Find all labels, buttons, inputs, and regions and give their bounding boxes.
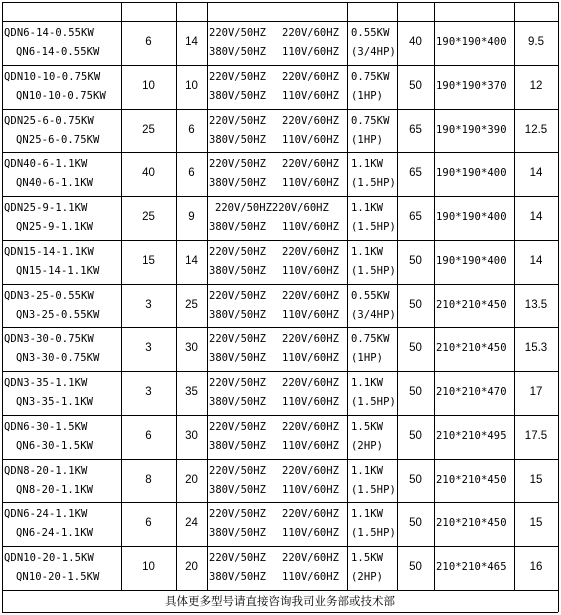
- horsepower-value: (1HP): [351, 352, 384, 364]
- grid-line-horizontal: [2, 196, 558, 197]
- flow-value: 10: [142, 561, 155, 573]
- dimensions-value: 210*210*465: [436, 561, 507, 573]
- model-number-secondary: QN10-20-1.5KW: [16, 571, 100, 583]
- weight-value: 15.3: [524, 342, 548, 354]
- voltage-2: 220V/60HZ: [282, 465, 339, 477]
- grid-line-horizontal: [2, 152, 558, 153]
- voltage-4: 110V/60HZ: [282, 177, 339, 189]
- model-number-secondary: QN3-25-0.55KW: [16, 309, 100, 321]
- dimensions-value: 190*190*390: [436, 124, 507, 136]
- head-value: 35: [185, 386, 198, 398]
- voltage-3: 380V/50HZ: [209, 177, 266, 189]
- voltage-2: 220V/60HZ: [282, 115, 339, 127]
- model-number-secondary: QN6-24-1.1KW: [16, 527, 94, 539]
- weight-value: 14: [529, 255, 543, 267]
- flow-value: 25: [142, 124, 155, 136]
- power-value: 1.1KW: [351, 158, 384, 170]
- footer-note: 具体更多型号请直接咨询我司业务部或技术部: [165, 594, 395, 608]
- flow-value: 6: [145, 517, 152, 529]
- head-value: 14: [185, 36, 198, 48]
- voltage-4: 110V/60HZ: [282, 440, 339, 452]
- outlet-value: 50: [409, 474, 422, 486]
- grid-line-horizontal: [2, 284, 558, 285]
- flow-value: 10: [142, 80, 155, 92]
- horsepower-value: (1.5HP): [351, 221, 396, 233]
- model-number-primary: QDN3-35-1.1KW: [4, 377, 88, 389]
- voltage-1: 220V/50HZ: [209, 552, 266, 564]
- grid-line-horizontal: [2, 327, 558, 328]
- head-value: 20: [185, 474, 198, 486]
- model-number-primary: QDN3-30-0.75KW: [4, 333, 94, 345]
- weight-value: 15: [529, 474, 543, 486]
- voltage-1: 220V/50HZ: [209, 158, 266, 170]
- dimensions-value: 210*210*450: [436, 474, 507, 486]
- voltage-1: 220V/50HZ: [209, 508, 266, 520]
- voltage-2: 220V/60HZ: [282, 71, 339, 83]
- dimensions-value: 210*210*495: [436, 430, 507, 442]
- voltage-3: 380V/50HZ: [209, 352, 266, 364]
- voltage-3: 380V/50HZ: [209, 396, 266, 408]
- power-value: 1.1KW: [351, 508, 384, 520]
- grid-line-horizontal: [2, 612, 558, 613]
- power-value: 0.75KW: [351, 71, 390, 83]
- voltage-1: 220V/50HZ: [209, 246, 266, 258]
- grid-line-horizontal: [2, 2, 558, 3]
- outlet-value: 50: [409, 430, 422, 442]
- outlet-value: 65: [409, 124, 422, 136]
- voltage-1: 220V/50HZ: [209, 377, 266, 389]
- head-value: 10: [185, 80, 198, 92]
- horsepower-value: (1.5HP): [351, 177, 396, 189]
- dimensions-value: 210*210*450: [436, 342, 507, 354]
- power-value: 1.1KW: [351, 377, 384, 389]
- power-value: 0.55KW: [351, 27, 390, 39]
- model-number-primary: QDN10-10-0.75KW: [4, 71, 101, 83]
- voltage-2: 220V/60HZ: [282, 290, 339, 302]
- model-number-primary: QDN15-14-1.1KW: [4, 246, 94, 258]
- outlet-value: 40: [409, 36, 422, 48]
- outlet-value: 50: [409, 386, 422, 398]
- voltage-3: 380V/50HZ: [209, 134, 266, 146]
- model-number-primary: QDN25-6-0.75KW: [4, 115, 94, 127]
- model-number-secondary: QN6-30-1.5KW: [16, 440, 94, 452]
- model-number-secondary: QN6-14-0.55KW: [16, 46, 100, 58]
- voltage-1: 220V/50HZ: [209, 27, 266, 39]
- voltage-3: 380V/50HZ: [209, 46, 266, 58]
- voltage-4: 110V/60HZ: [282, 221, 339, 233]
- grid-line-vertical: [434, 2, 435, 590]
- grid-line-horizontal: [2, 546, 558, 547]
- weight-value: 17: [529, 386, 543, 398]
- horsepower-value: (1.5HP): [351, 484, 396, 496]
- dimensions-value: 190*190*400: [436, 255, 507, 267]
- flow-value: 40: [142, 167, 155, 179]
- dimensions-value: 190*190*370: [436, 80, 507, 92]
- voltage-3: 380V/50HZ: [209, 265, 266, 277]
- model-number-secondary: QN3-30-0.75KW: [16, 352, 100, 364]
- voltage-3: 380V/50HZ: [209, 309, 266, 321]
- voltage-3: 380V/50HZ: [209, 571, 266, 583]
- weight-value: 17.5: [524, 430, 548, 442]
- outlet-value: 50: [409, 80, 422, 92]
- horsepower-value: (1.5HP): [351, 396, 396, 408]
- grid-line-vertical: [558, 2, 559, 590]
- horsepower-value: (1HP): [351, 90, 384, 102]
- horsepower-value: (1.5HP): [351, 527, 396, 539]
- outlet-value: 50: [409, 342, 422, 354]
- power-value: 1.1KW: [351, 465, 384, 477]
- head-value: 9: [188, 211, 195, 223]
- flow-value: 8: [145, 474, 152, 486]
- flow-value: 6: [145, 430, 152, 442]
- voltage-4: 110V/60HZ: [282, 309, 339, 321]
- head-value: 24: [185, 517, 198, 529]
- voltage-3: 380V/50HZ: [209, 440, 266, 452]
- voltage-1: 220V/50HZ: [209, 115, 266, 127]
- grid-line-horizontal: [2, 109, 558, 110]
- model-number-secondary: QN8-20-1.1KW: [16, 484, 94, 496]
- voltage-1: 220V/50HZ: [209, 290, 266, 302]
- dimensions-value: 190*190*400: [436, 167, 507, 179]
- voltage-4: 110V/60HZ: [282, 352, 339, 364]
- head-value: 6: [188, 124, 195, 136]
- grid-line-horizontal: [2, 21, 558, 22]
- voltage-4: 110V/60HZ: [282, 484, 339, 496]
- horsepower-value: (3/4HP): [351, 46, 396, 58]
- weight-value: 9.5: [528, 36, 544, 48]
- outlet-value: 65: [409, 167, 422, 179]
- horsepower-value: (2HP): [351, 571, 384, 583]
- flow-value: 3: [145, 299, 152, 311]
- voltage-2: 220V/60HZ: [282, 508, 339, 520]
- head-value: 30: [185, 342, 198, 354]
- power-value: 1.1KW: [351, 202, 384, 214]
- power-value: 0.55KW: [351, 290, 390, 302]
- dimensions-value: 210*210*450: [436, 517, 507, 529]
- model-number-primary: QDN6-24-1.1KW: [4, 508, 88, 520]
- voltage-4: 110V/60HZ: [282, 571, 339, 583]
- voltage-2: 220V/60HZ: [282, 333, 339, 345]
- outlet-value: 50: [409, 255, 422, 267]
- power-value: 0.75KW: [351, 115, 390, 127]
- weight-value: 12: [529, 80, 543, 92]
- power-value: 1.5KW: [351, 421, 384, 433]
- flow-value: 3: [145, 342, 152, 354]
- flow-value: 3: [145, 386, 152, 398]
- horsepower-value: (1HP): [351, 134, 384, 146]
- voltage-1: 220V/50HZ: [209, 421, 266, 433]
- outlet-value: 50: [409, 561, 422, 573]
- weight-value: 14: [529, 211, 543, 223]
- model-number-secondary: QN25-9-1.1KW: [16, 221, 94, 233]
- voltage-2: 220V/60HZ: [282, 552, 339, 564]
- head-value: 20: [185, 561, 198, 573]
- model-number-primary: QDN6-30-1.5KW: [4, 421, 88, 433]
- model-number-primary: QDN6-14-0.55KW: [4, 27, 94, 39]
- model-number-primary: QDN10-20-1.5KW: [4, 552, 94, 564]
- dimensions-value: 190*190*400: [436, 36, 507, 48]
- model-number-primary: QDN40-6-1.1KW: [4, 158, 88, 170]
- grid-line-horizontal: [2, 459, 558, 460]
- horsepower-value: (3/4HP): [351, 309, 396, 321]
- voltage-4: 110V/60HZ: [282, 134, 339, 146]
- grid-line-horizontal: [2, 240, 558, 241]
- voltage-2: 220V/60HZ: [282, 158, 339, 170]
- model-number-primary: QDN3-25-0.55KW: [4, 290, 94, 302]
- voltage-1: 220V/50HZ: [209, 71, 266, 83]
- flow-value: 25: [142, 211, 155, 223]
- voltage-3: 380V/50HZ: [209, 90, 266, 102]
- flow-value: 6: [145, 36, 152, 48]
- flow-value: 15: [142, 255, 155, 267]
- weight-value: 12.5: [524, 124, 548, 136]
- grid-line-horizontal: [2, 415, 558, 416]
- power-value: 1.1KW: [351, 246, 384, 258]
- power-value: 0.75KW: [351, 333, 390, 345]
- grid-line-vertical: [2, 2, 3, 590]
- weight-value: 13.5: [524, 299, 548, 311]
- grid-line-vertical: [207, 2, 208, 590]
- voltage-1: 220V/50HZ: [209, 333, 266, 345]
- head-value: 25: [185, 299, 198, 311]
- voltage-2: 220V/60HZ: [282, 421, 339, 433]
- voltage-1: 220V/50HZ: [209, 465, 266, 477]
- outlet-value: 50: [409, 299, 422, 311]
- voltage-4: 110V/60HZ: [282, 46, 339, 58]
- model-number-secondary: QN25-6-0.75KW: [16, 134, 100, 146]
- voltage-2: 220V/60HZ: [282, 377, 339, 389]
- model-number-secondary: QN15-14-1.1KW: [16, 265, 100, 277]
- model-number-primary: QDN8-20-1.1KW: [4, 465, 88, 477]
- grid-line-horizontal: [2, 502, 558, 503]
- voltage-2: 220V/60HZ: [282, 27, 339, 39]
- voltage-4: 110V/60HZ: [282, 527, 339, 539]
- voltage-4: 110V/60HZ: [282, 396, 339, 408]
- grid-line-horizontal: [2, 65, 558, 66]
- grid-line-horizontal: [2, 371, 558, 372]
- voltage-3: 380V/50HZ: [209, 527, 266, 539]
- model-number-secondary: QN10-10-0.75KW: [16, 90, 106, 102]
- power-value: 1.5KW: [351, 552, 384, 564]
- outlet-value: 65: [409, 211, 422, 223]
- model-number-secondary: QN3-35-1.1KW: [16, 396, 94, 408]
- head-value: 30: [185, 430, 198, 442]
- voltage-3: 380V/50HZ: [209, 221, 266, 233]
- outlet-value: 50: [409, 517, 422, 529]
- voltage-combined: 220V/50HZ220V/60HZ: [215, 202, 329, 214]
- model-number-primary: QDN25-9-1.1KW: [4, 202, 88, 214]
- dimensions-value: 210*210*450: [436, 299, 507, 311]
- grid-line-vertical: [558, 590, 559, 612]
- model-number-secondary: QN40-6-1.1KW: [16, 177, 94, 189]
- head-value: 14: [185, 255, 198, 267]
- horsepower-value: (1.5HP): [351, 265, 396, 277]
- dimensions-value: 210*210*470: [436, 386, 507, 398]
- grid-line-horizontal: [2, 590, 558, 591]
- voltage-4: 110V/60HZ: [282, 265, 339, 277]
- voltage-4: 110V/60HZ: [282, 90, 339, 102]
- weight-value: 15: [529, 517, 543, 529]
- head-value: 6: [188, 167, 195, 179]
- weight-value: 14: [529, 167, 543, 179]
- weight-value: 16: [529, 561, 543, 573]
- voltage-2: 220V/60HZ: [282, 246, 339, 258]
- voltage-3: 380V/50HZ: [209, 484, 266, 496]
- dimensions-value: 190*190*400: [436, 211, 507, 223]
- horsepower-value: (2HP): [351, 440, 384, 452]
